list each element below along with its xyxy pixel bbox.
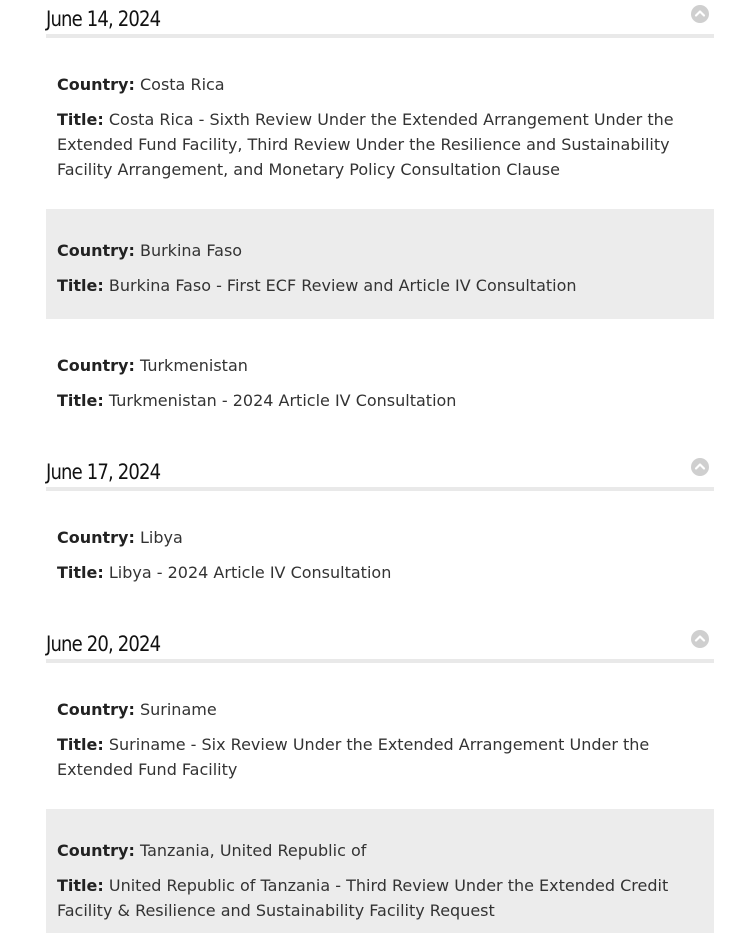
header-divider <box>46 659 714 663</box>
title-field <box>57 388 689 413</box>
list-item <box>46 677 714 808</box>
list-item <box>46 319 714 439</box>
title-field <box>57 107 689 182</box>
country-label: Country: <box>57 75 135 94</box>
title-label: Title: <box>57 110 104 129</box>
country-label: Country: <box>57 528 135 547</box>
title-field <box>57 732 689 782</box>
section-header[interactable] <box>46 453 714 491</box>
country-value: Suriname <box>139 700 217 719</box>
title-value: Burkina Faso - First ECF Review and Article IV Consultation <box>108 276 577 295</box>
country-label: Country: <box>57 241 135 260</box>
country-value: Turkmenistan <box>139 356 248 375</box>
country-label: Country: <box>57 700 135 719</box>
title-label: Title: <box>57 391 104 410</box>
title-field <box>57 560 689 585</box>
country-value: Libya <box>139 528 183 547</box>
title-value: Turkmenistan - 2024 Article IV Consultation <box>108 391 457 410</box>
country-value: Burkina Faso <box>139 241 243 260</box>
country-field <box>57 72 689 97</box>
country-field <box>57 697 689 722</box>
section-date: June 14, 2024 <box>46 7 161 31</box>
title-field <box>57 873 689 923</box>
section-date: June 17, 2024 <box>46 460 161 484</box>
country-label: Country: <box>57 356 135 375</box>
country-field <box>57 525 689 550</box>
title-value: United Republic of Tanzania - Third Review Under the Extended Credit Facility & Resilience and Sustainability Facility Request <box>57 876 669 920</box>
title-label: Title: <box>57 735 104 754</box>
country-field <box>57 838 689 863</box>
title-label: Title: <box>57 876 104 895</box>
chevron-up-circle-icon[interactable] <box>691 630 709 648</box>
list-item <box>46 209 714 319</box>
section-date: June 20, 2024 <box>46 632 161 656</box>
section-header[interactable] <box>46 0 714 38</box>
title-value: Costa Rica - Sixth Review Under the Extended Arrangement Under the Extended Fund Facility, Third Review Under the Resilience and Sustainability Facility Arrangement, and Monetary Policy Consultation Clause <box>57 110 674 179</box>
section-header[interactable] <box>46 625 714 663</box>
header-divider <box>46 34 714 38</box>
country-value: Tanzania, United Republic of <box>139 841 367 860</box>
title-value: Suriname - Six Review Under the Extended Arrangement Under the Extended Fund Facility <box>57 735 650 779</box>
title-label: Title: <box>57 563 104 582</box>
chevron-up-circle-icon[interactable] <box>691 458 709 476</box>
list-item <box>46 52 714 208</box>
title-value: Libya - 2024 Article IV Consultation <box>108 563 392 582</box>
country-field <box>57 238 689 263</box>
title-label: Title: <box>57 276 104 295</box>
list-item <box>46 505 714 615</box>
country-value: Costa Rica <box>139 75 225 94</box>
country-field <box>57 353 689 378</box>
list-item <box>46 809 714 933</box>
country-label: Country: <box>57 841 135 860</box>
chevron-up-circle-icon[interactable] <box>691 5 709 23</box>
title-field <box>57 273 689 298</box>
header-divider <box>46 487 714 491</box>
